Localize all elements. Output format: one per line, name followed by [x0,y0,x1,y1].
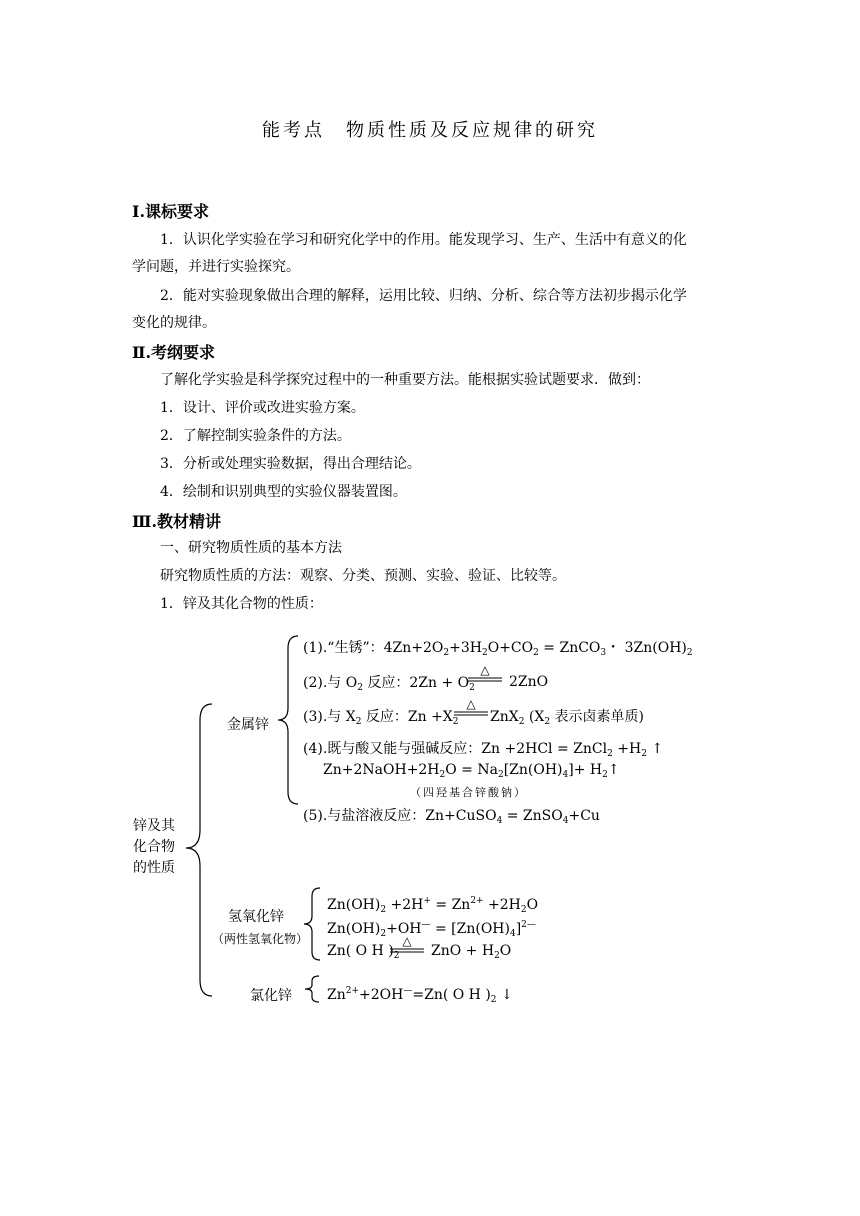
chloride-reaction: $Zn^{2+}+2OH^—=Zn$( O H )$_2$ ↓ [327,986,513,1005]
heat-condition-icon [388,934,426,954]
root-label-line: 化合物 [133,839,175,855]
hydroxide-base-reaction: $Zn(OH)_2+OH^— = [Zn(OH)_4]^{2—}$ [327,920,536,939]
section-heading-curriculum: Ⅰ.课标要求 [132,202,210,221]
root-label-line: 锌及其 [133,818,175,834]
syllabus-intro: 了解化学实验是科学探究过程中的一种重要方法。能根据实验试题要求．做到： [160,372,650,388]
hydroxide-decomposition-product: ZnO + $H_2O$ [431,943,512,961]
zinc-title: 1．锌及其化合物的性质： [160,596,323,612]
svg-text:△: △ [466,697,476,711]
section-heading-syllabus: Ⅱ.考纲要求 [132,343,216,362]
section-heading-textbook: Ⅲ.教材精讲 [132,512,222,531]
root-label-line: 的性质 [133,860,175,876]
svg-text:△: △ [480,663,490,677]
hydroxide-brace [302,886,326,962]
svg-text:△: △ [402,934,412,948]
paragraph-1-line-2: 学问题，并进行实验探究。 [132,259,300,275]
subsection-title: 一、研究物质性质的基本方法 [160,540,342,556]
reaction-rust: (1).“生锈”：$4Zn+2O_2+3H_2O+CO_2$ = ZnCO$_3$・ $3Zn(OH)_2$ [303,640,693,658]
paragraph-1-line-1: 1．认识化学实验在学习和研究化学中的作用。能发现学习、生产、生活中有意义的化 [160,232,687,248]
heat-condition-icon [452,697,490,717]
syllabus-item: 3．分析或处理实验数据，得出合理结论。 [160,456,421,472]
amphoteric-note: （两性氢氧化物） [212,932,309,946]
zincate-note: （四羟基合锌酸钠） [410,786,527,799]
main-brace [180,700,220,1000]
metal-brace [276,632,306,808]
reaction-base: $Zn+2NaOH+2H_2O = Na_2[Zn(OH)_4]+$ $H_2↑$ [323,762,620,780]
syllabus-item: 2．了解控制实验条件的方法。 [160,428,351,444]
syllabus-item: 1．设计、评价或改进实验方案。 [160,400,365,416]
chloride-brace [303,974,323,1004]
paragraph-2-line-1: 2．能对实验现象做出合理的解释，运用比较、归纳、分析、综合等方法初步揭示化学 [160,288,687,304]
methods-text: 研究物质性质的方法：观察、分类、预测、实验、验证、比较等。 [160,568,566,584]
zinc-chloride-label: 氯化锌 [250,988,292,1004]
reaction-halogen-product: ZnX$_2$ ($X_2$ 表示卤素单质) [490,709,644,727]
reaction-oxygen: (2).与 $O_2$ 反应：$2Zn + O_2$ [303,675,475,693]
reaction-halogen: (3).与 $X_2$ 反应：$Zn +X_2$ [303,709,459,727]
hydroxide-decomposition: Zn( O H )$_2$ [327,943,400,961]
metal-zinc-label: 金属锌 [227,717,269,733]
reaction-salt: (5).与盐溶液反应：Zn+CuSO$_4$ = ZnSO$_4$+Cu [303,808,600,826]
reaction-oxygen-product: 2ZnO [509,674,549,690]
reaction-acid: (4).既与酸又能与强碱反应：Zn +2HCl = ZnCl$_2$ $+H_2$ ↑ [303,741,664,759]
syllabus-item: 4．绘制和识别典型的实验仪器装置图。 [160,484,407,500]
hydroxide-acid-reaction: $Zn(OH)_2 +2H^+ = Zn^{2+} +2H_2O$ [327,896,539,915]
paragraph-2-line-2: 变化的规律。 [132,315,216,331]
page-title: 能考点 物质性质及反应规律的研究 [262,120,598,141]
heat-condition-icon [466,663,504,683]
zinc-hydroxide-label: 氢氧化锌 [228,909,284,925]
